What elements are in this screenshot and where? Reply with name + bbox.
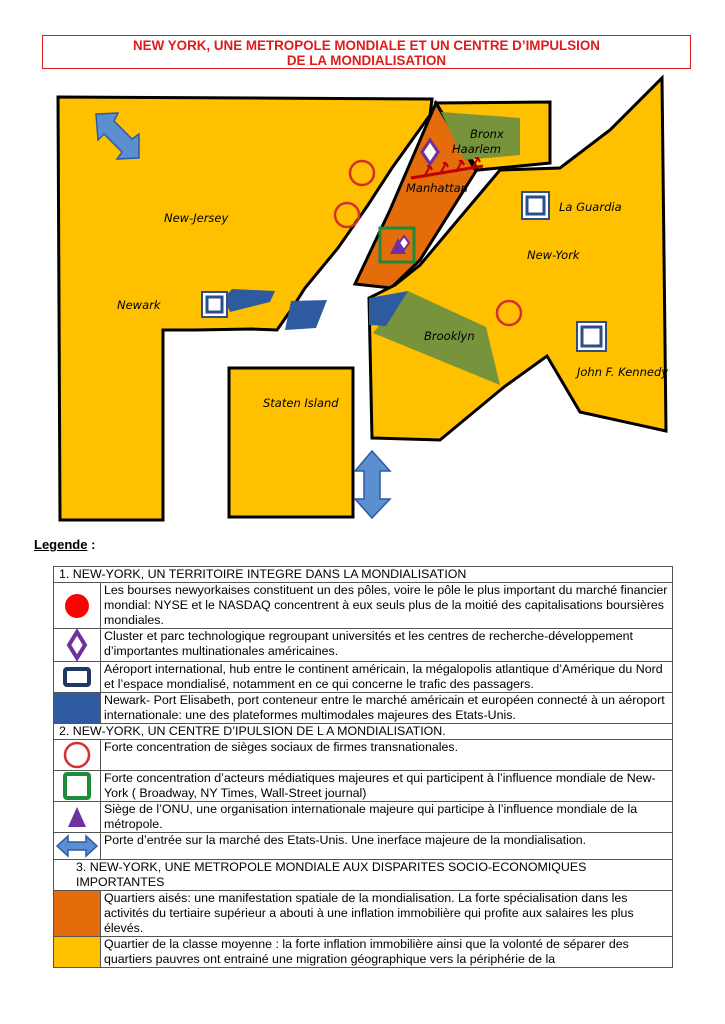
legend-section-1-title: 1. NEW-YORK, UN TERRITOIRE INTEGRE DANS LA MONDIALISATION [54,567,673,583]
label-staten-island: Staten Island [263,396,339,410]
legend-section-2 [54,724,673,740]
legend-heading [34,537,95,552]
legend-row-sieges [54,740,673,771]
label-bronx: Bronx [470,127,504,141]
airport-la-guardia-icon [522,192,549,219]
label-newark: Newark [117,298,161,312]
label-new-york: New-York [527,248,580,262]
legend-text-onu: Siège de l’ONU, une organisation internationale majeure qui participe à l’influence mondiale de la métropole. [101,802,673,833]
title-line-1: NEW YORK, UNE METROPOLE MONDIALE ET UN CENTRE D’IMPULSION [133,38,600,53]
legend-row-moyenne [54,937,673,968]
legend-row-onu [54,802,673,833]
legend-symbol-cell [54,802,101,833]
purple-triangle-icon [64,804,90,830]
legend-text-porte: Porte d’entrée sur la marché des Etats-Unis. Une inerface majeure de la mondialisation. [101,833,673,860]
legend-table [53,566,673,968]
legend-row-media [54,771,673,802]
title-line-2: DE LA MONDIALISATION [286,53,447,68]
yellow-fill-swatch [54,937,101,968]
airport-jfk-icon [577,322,606,351]
label-la-guardia: La Guardia [559,200,622,214]
double-arrow-icon [55,833,99,859]
green-square-icon [62,771,92,801]
airport-icon [62,666,92,688]
legend-text-media: Forte concentration d’acteurs médiatiques majeures et qui participent à l’influence mondiale de New-York ( Broadway, NY Times, Wall-Street journal) [101,771,673,802]
legend-symbol-cell [54,583,101,629]
legend-section-3-title: 3. NEW-YORK, UNE METROPOLE MONDIALE AUX DISPARITES SOCIO-ECONOMIQUES IMPORTANTES [54,860,673,891]
legend-section-1 [54,567,673,583]
legend-row-port [54,693,673,724]
port-elizabeth-zone [285,300,327,330]
legend-text-airport: Aéroport international, hub entre le continent américain, la mégalopolis atlantique d’Amérique du Nord et l’espace mondialisé, notamment en ce qui concerne le trafic des passagers. [101,662,673,693]
label-haarlem: Haarlem [452,142,501,156]
label-new-jersey: New-Jersey [164,211,229,225]
label-jfk: John F. Kennedy [577,365,669,379]
legend-heading-suffix: : [87,537,96,552]
legend-text-sieges: Forte concentration de sièges sociaux de firmes transnationales. [101,740,673,771]
legend-text-aises: Quartiers aisés: une manifestation spatiale de la mondialisation. La forte spécialisation dans les activités du tertiaire supérieur a abouti à une inflation immobilière qui profite aux salaires les plus élevés. [101,891,673,937]
legend-symbol-cell [54,771,101,802]
label-brooklyn: Brooklyn [424,329,475,343]
legend-row-airport [54,662,673,693]
airport-newark-icon [202,292,227,317]
legend-section-3 [54,860,673,891]
legend-symbol-cell [54,629,101,662]
legend-symbol-cell [54,662,101,693]
purple-diamond-icon [65,629,89,661]
legend-section-2-title: 2. NEW-YORK, UN CENTRE D’IPULSION DE L A MONDIALISATION. [54,724,673,740]
legend-row-cluster [54,629,673,662]
legend-symbol-cell [54,833,101,860]
legend-row-bourse [54,583,673,629]
legend-text-port: Newark- Port Elisabeth, port conteneur entre le marché américain et européen connecté à un aéroport internationale: une des plateformes multimodales majeures des Etats-Unis. [101,693,673,724]
blue-fill-swatch [54,693,101,724]
legend-text-moyenne: Quartier de la classe moyenne : la forte inflation immobilière ainsi que la volonté de séparer des quartiers pauvres ont entrainé une migration géographique vers la périphérie de la [101,937,673,968]
staten-island-area [229,368,353,517]
label-manhattan: Manhattan [406,181,468,195]
legend-symbol-cell [54,740,101,771]
legend-row-aises [54,891,673,937]
red-circle-outline-icon [62,740,92,770]
gateway-arrow-vertical-icon [355,451,390,518]
legend-text-cluster: Cluster et parc technologique regroupant universités et les centres de recherche-développement d’importantes multinationales américaines. [101,629,673,662]
legend-row-porte [54,833,673,860]
legend-heading-text: Legende [34,537,88,552]
red-dot-icon [62,591,92,621]
orange-fill-swatch [54,891,101,937]
legend-text-bourse: Les bourses newyorkaises constituent un des pôles, voire le pôle le plus important du marché financier mondial: NYSE et le NASDAQ concentrent à eux seuls plus de la moitié des capitalisations boursières mondiales. [101,583,673,629]
